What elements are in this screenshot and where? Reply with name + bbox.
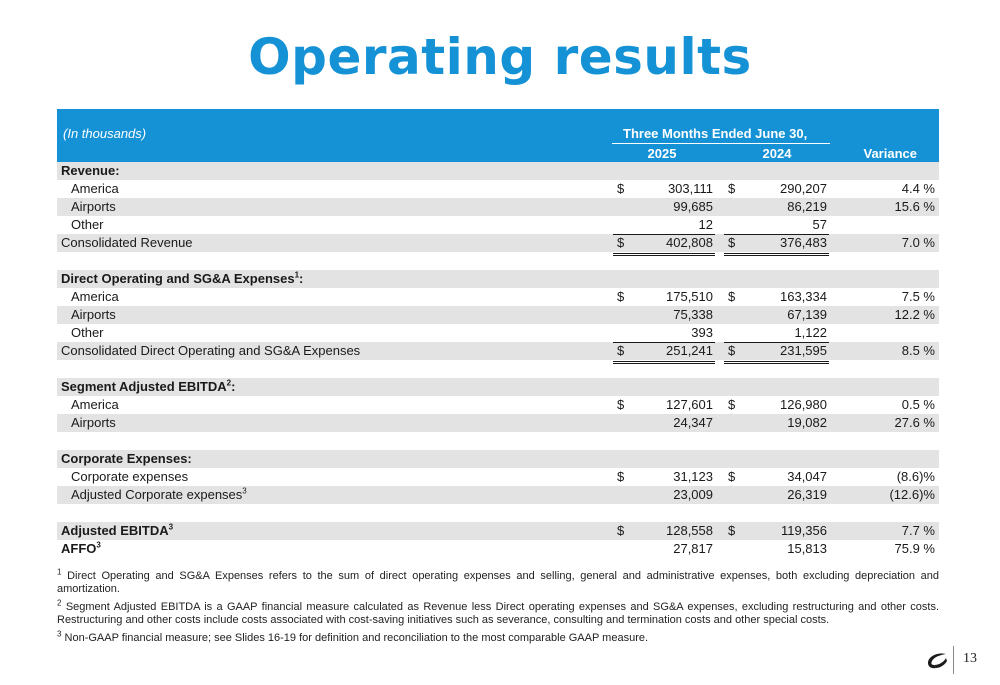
- spacer-row: [57, 504, 939, 522]
- row-label: Adjusted EBITDA$^3$: [61, 522, 174, 538]
- table-row: [57, 414, 939, 432]
- value-2024: 19,082: [787, 415, 827, 430]
- dollar-2025: $: [617, 289, 625, 304]
- value-2025: 23,009: [673, 487, 713, 502]
- table-row: [57, 162, 939, 180]
- column-2024: 2024: [762, 146, 792, 161]
- table-row: [57, 324, 939, 342]
- page-title: Operating results: [248, 28, 752, 86]
- variance-value: (8.6)%: [896, 469, 935, 484]
- dollar-2025: $: [617, 469, 625, 484]
- table-row: [57, 378, 939, 396]
- dollar-2025: $: [617, 343, 625, 358]
- variance-value: 8.5 %: [901, 343, 935, 358]
- dollar-2024: $: [728, 469, 736, 484]
- value-2025: 251,241: [666, 343, 713, 358]
- dollar-2024: $: [728, 181, 736, 196]
- value-2025: 402,808: [666, 235, 713, 250]
- value-2025: 24,347: [673, 415, 713, 430]
- variance-value: 4.4 %: [901, 181, 935, 196]
- footnotes: [57, 567, 939, 650]
- value-2024: 34,047: [787, 469, 827, 484]
- value-2025: 12: [698, 217, 713, 232]
- row-label: Adjusted Corporate expenses$^3$: [71, 486, 247, 502]
- row-label: Consolidated Direct Operating and SG&A Expenses: [61, 343, 361, 358]
- variance-value: 7.7 %: [901, 523, 935, 538]
- value-2024: 86,219: [787, 199, 827, 214]
- dollar-2024: $: [728, 397, 736, 412]
- value-2025: 128,558: [666, 523, 713, 538]
- variance-value: 7.5 %: [901, 289, 935, 304]
- footnote-2: $^2$ Segment Adjusted EBITDA is a GAAP financial measure calculated as Revenue less Direct operating expenses and SG&A expenses, excluding restructuring and other costs. Restructuring and other costs include costs associated with cost-saving initiatives such as severance, consulting and termination costs and other special costs.: [57, 598, 939, 626]
- value-2025: 99,685: [673, 199, 713, 214]
- value-2025: 31,123: [673, 469, 713, 484]
- spacer-row: [57, 252, 939, 270]
- footer-separator: [953, 646, 954, 674]
- row-label: Direct Operating and SG&A Expenses$^1$:: [61, 270, 304, 286]
- row-label: Airports: [71, 307, 116, 322]
- variance-value: 7.0 %: [901, 235, 935, 250]
- row-label: Corporate Expenses:: [61, 451, 192, 466]
- row-label: Consolidated Revenue: [61, 235, 193, 250]
- table-row: [57, 180, 939, 198]
- spacer-row: [57, 432, 939, 450]
- row-label: Airports: [71, 415, 116, 430]
- value-2024: 290,207: [780, 181, 827, 196]
- table-row: [57, 468, 939, 486]
- table-row: [57, 198, 939, 216]
- value-2024: 1,122: [794, 325, 827, 340]
- variance-value: 0.5 %: [901, 397, 935, 412]
- table-row: [57, 450, 939, 468]
- row-label: AFFO$^3$: [61, 540, 101, 556]
- value-2025: 393: [691, 325, 713, 340]
- column-2025: 2025: [647, 146, 677, 161]
- table-row: [57, 396, 939, 414]
- operating-results-table: [57, 109, 939, 558]
- variance-value: 75.9 %: [894, 541, 935, 556]
- spacer-row: [57, 360, 939, 378]
- table-header: [57, 109, 939, 162]
- value-2025: 175,510: [666, 289, 713, 304]
- table-row: [57, 270, 939, 288]
- period-label: Three Months Ended June 30,: [623, 126, 808, 141]
- row-label: America: [71, 397, 119, 412]
- value-2025: 27,817: [673, 541, 713, 556]
- footnote-3: $^3$ Non-GAAP financial measure; see Slides 16-19 for definition and reconciliation to the most comparable GAAP measure.: [57, 629, 649, 644]
- value-2024: 15,813: [787, 541, 827, 556]
- table-row: [57, 486, 939, 504]
- value-2025: 75,338: [673, 307, 713, 322]
- table-row: [57, 216, 939, 234]
- value-2024: 231,595: [780, 343, 827, 358]
- dollar-2025: $: [617, 235, 625, 250]
- page-number: 13: [963, 651, 977, 666]
- variance-value: (12.6)%: [889, 487, 935, 502]
- subtotal-rule: [724, 342, 829, 343]
- value-2024: 376,483: [780, 235, 827, 250]
- table-row: [57, 342, 939, 360]
- variance-value: 12.2 %: [894, 307, 935, 322]
- table-body: [57, 162, 939, 558]
- row-label: America: [71, 289, 119, 304]
- column-variance: Variance: [863, 146, 917, 161]
- value-2025: 127,601: [666, 397, 713, 412]
- value-2024: 163,334: [780, 289, 827, 304]
- value-2024: 26,319: [787, 487, 827, 502]
- row-label: Airports: [71, 199, 116, 214]
- subtotal-rule: [724, 234, 829, 235]
- dollar-2024: $: [728, 235, 736, 250]
- company-logo-icon: [926, 652, 948, 670]
- table-row: [57, 522, 939, 540]
- dollar-2025: $: [617, 181, 625, 196]
- value-2025: 303,111: [667, 181, 713, 196]
- value-2024: 119,356: [780, 523, 827, 538]
- dollar-2024: $: [728, 289, 736, 304]
- row-label: Other: [71, 217, 104, 232]
- value-2024: 126,980: [780, 397, 827, 412]
- subtotal-rule: [613, 342, 715, 343]
- row-label: Segment Adjusted EBITDA$^2$:: [61, 378, 236, 394]
- dollar-2025: $: [617, 523, 625, 538]
- variance-value: 15.6 %: [894, 199, 935, 214]
- table-row: [57, 234, 939, 252]
- table-row: [57, 288, 939, 306]
- variance-value: 27.6 %: [894, 415, 935, 430]
- row-label: America: [71, 181, 119, 196]
- table-row: [57, 540, 939, 558]
- period-underline: [612, 143, 830, 144]
- dollar-2025: $: [617, 397, 625, 412]
- subtotal-rule: [613, 234, 715, 235]
- units-label: (In thousands): [63, 126, 147, 141]
- footnote-1: $^1$ Direct Operating and SG&A Expenses refers to the sum of direct operating expenses and selling, general and administrative expenses, both excluding depreciation and amortization.: [57, 567, 939, 595]
- row-label: Revenue:: [61, 163, 120, 178]
- dollar-2024: $: [728, 343, 736, 358]
- table-row: [57, 306, 939, 324]
- value-2024: 57: [812, 217, 827, 232]
- value-2024: 67,139: [787, 307, 827, 322]
- row-label: Corporate expenses: [71, 469, 189, 484]
- dollar-2024: $: [728, 523, 736, 538]
- row-label: Other: [71, 325, 104, 340]
